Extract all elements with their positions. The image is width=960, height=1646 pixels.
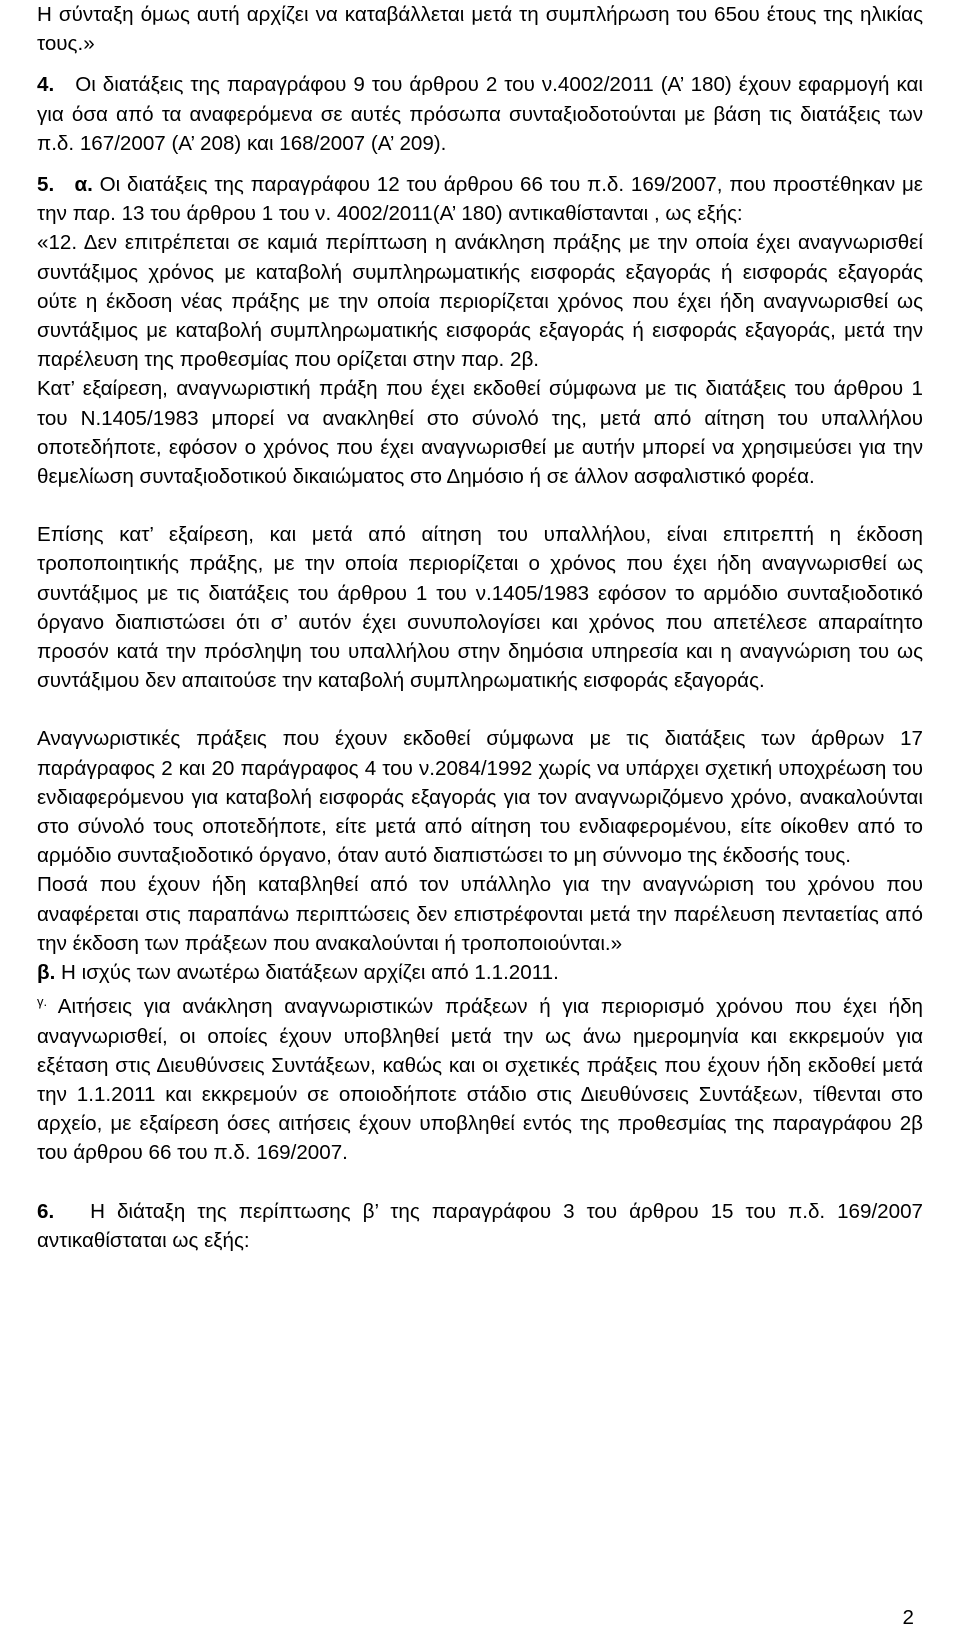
- item-5-number: 5.: [37, 173, 55, 197]
- item-6-number: 6.: [37, 1199, 55, 1223]
- item-c-letter: γ.: [37, 994, 48, 1010]
- item-6-text: Η διάταξη της περίπτωσης β’ της παραγράφου 3 του άρθρου 15 του π.δ. 169/2007 αντικαθίσταται ως εξής:: [37, 1199, 923, 1252]
- item-c: [37, 987, 923, 1167]
- paragraph-exception-1: Κατ’ εξαίρεση, αναγνωριστική πράξη που έχει εκδοθεί σύμφωνα με τις διατάξεις του άρθρου 1 του Ν.1405/1983 μπορεί να ανακληθεί στο σύνολό της, μετά από αίτηση του υπαλλήλου οποτεδήποτε, εφόσον ο χρόνος που έχει αναγνωρισθεί με αυτήν μπορεί να χρησιμεύσει για την θεμελίωση συνταξιοδοτικού δικαιώματος στο Δημόσιο ή σε άλλον ασφαλιστικό φορέα.: [37, 377, 923, 489]
- page-number: 2: [902, 1606, 914, 1629]
- document-body: [37, 0, 923, 1255]
- item-6: [37, 1197, 923, 1255]
- paragraph-amounts: Ποσά που έχουν ήδη καταβληθεί από τον υπάλληλο για την αναγνώριση του χρόνου που αναφέρεται στις παραπάνω περιπτώσεις δεν επιστρέφονται μετά την παρέλευση πενταετίας από την έκδοση των πράξεων που ανακαλούνται ή τροποποιούνται.»: [37, 873, 923, 955]
- paragraph-exception-2: Επίσης κατ’ εξαίρεση, και μετά από αίτηση του υπαλλήλου, είναι επιτρεπτή η έκδοση τροποποιητικής πράξης, με την οποία περιορίζεται ο χρόνος που έχει ήδη αναγνωρισθεί ως συντάξιμος με τις διατάξεις του άρθρου 1 του ν.1405/1983 εφόσον το αρμόδιο συνταξιοδοτικό όργανο διαπιστώσει ότι σ’ αυτόν έχει συνυπολογίσει και χρόνος που απετέλεσε απαραίτητο προσόν κατά την πρόσληψη του υπαλλήλου στην δημόσια υπηρεσία και η αναγνώριση του ως συντάξιμου δεν απαιτούσε την καταβολή συμπληρωματικής εισφοράς εξαγοράς.: [37, 523, 923, 693]
- item-4-number: 4.: [37, 73, 55, 97]
- item-4: [37, 70, 923, 158]
- paragraph-intro: Η σύνταξη όμως αυτή αρχίζει να καταβάλλεται μετά τη συμπλήρωση του 65ου έτους της ηλικίας τους.»: [37, 3, 923, 56]
- item-5a-letter: α.: [74, 173, 93, 197]
- paragraph-recognitions: Αναγνωριστικές πράξεις που έχουν εκδοθεί σύμφωνα με τις διατάξεις των άρθρων 17 παράγραφος 2 και 20 παράγραφος 4 του ν.2084/1992 χωρίς να υπάρχει σχετική υποχρέωση του ενδιαφερόμενου για καταβολή εισφοράς εξαγοράς για τον αναγνωριζόμενο χρόνο, ανακαλούνται στο σύνολό τους οποτεδήποτε, είτε μετά από αίτηση του ενδιαφερομένου, είτε οίκοθεν από το αρμόδιο συνταξιοδοτικό όργανο, όταν αυτό διαπιστώσει το μη σύννομο της έκδοσής τους.: [37, 727, 923, 868]
- item-b: [37, 958, 923, 987]
- item-c-text: Αιτήσεις για ανάκληση αναγνωριστικών πράξεων ή για περιορισμό χρόνου που έχει ήδη αναγνωρισθεί, οι οποίες έχουν υποβληθεί μετά την ως άνω ημερομηνία και εκκρεμούν για εξέταση στις Διευθύνσεις Συντάξεων, καθώς και οι σχετικές πράξεις που έχουν ήδη εκδοθεί μετά την 1.1.2011 και εκκρεμούν σε οποιοδήποτε στάδιο στις Διευθύνσεις Συντάξεων, τίθενται στο αρχείο, με εξαίρεση όσες αιτήσεις έχουν υποβληθεί εντός της προθεσμίας της παραγράφου 2β του άρθρου 66 του π.δ. 169/2007.: [37, 995, 923, 1165]
- item-b-letter: β.: [37, 961, 56, 985]
- paragraph-12: «12. Δεν επιτρέπεται σε καμιά περίπτωση η ανάκληση πράξης με την οποία έχει αναγνωρισθεί συντάξιμος χρόνος με καταβολή συμπληρωματικής εισφοράς εξαγοράς ή εισφοράς εξαγοράς ούτε η έκδοση νέας πράξης με την οποία περιορίζεται χρόνος που έχει ήδη αναγνωρισθεί ως συντάξιμος με καταβολή συμπληρωματικής εισφοράς εξαγοράς ή εισφοράς εξαγοράς, μετά την παρέλευση της προθεσμίας που ορίζεται στην παρ. 2β.: [37, 231, 923, 372]
- item-4-text: Οι διατάξεις της παραγράφου 9 του άρθρου 2 του ν.4002/2011 (Α’ 180) έχουν εφαρμογή και για όσα από τα αναφερόμενα σε αυτές πρόσωπα συνταξιοδοτούνται με βάση τις διατάξεις των π.δ. 167/2007 (Α’ 208) και 168/2007 (Α’ 209).: [37, 73, 923, 155]
- item-5a: [37, 170, 923, 228]
- item-b-text: Η ισχύς των ανωτέρω διατάξεων αρχίζει από 1.1.2011.: [61, 961, 559, 985]
- item-5a-text: Οι διατάξεις της παραγράφου 12 του άρθρου 66 του π.δ. 169/2007, που προστέθηκαν με την παρ. 13 του άρθρου 1 του ν. 4002/2011(Α’ 180) αντικαθίστανται , ως εξής:: [37, 173, 923, 226]
